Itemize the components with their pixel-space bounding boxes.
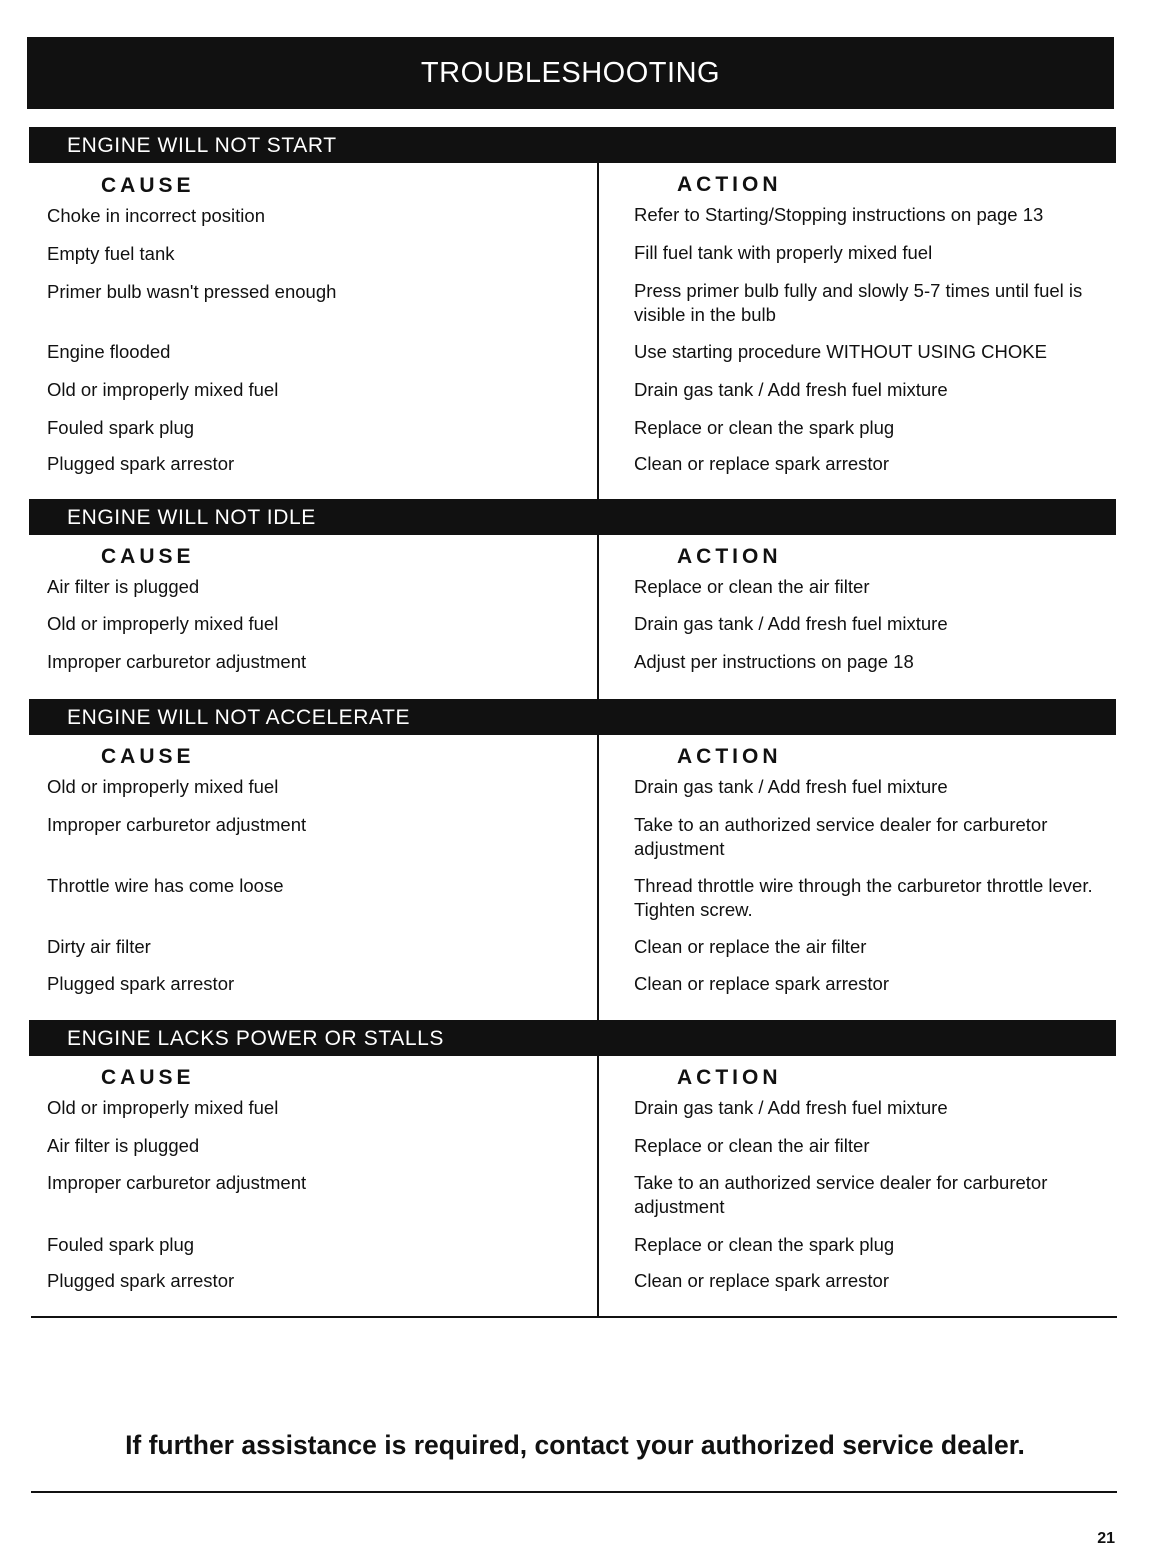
action-text: Clean or replace the air filter bbox=[634, 936, 867, 957]
section-heading: ENGINE LACKS POWER OR STALLS bbox=[29, 1020, 1116, 1056]
cause-text: Empty fuel tank bbox=[47, 243, 175, 264]
action-text: Replace or clean the spark plug bbox=[634, 1234, 895, 1255]
action-text: Clean or replace spark arrestor bbox=[634, 1270, 889, 1291]
action-text: Refer to Starting/Stopping instructions on page 13 bbox=[634, 204, 1044, 225]
cause-text: Plugged spark arrestor bbox=[47, 973, 235, 994]
action-column-heading: ACTION bbox=[677, 1066, 782, 1089]
section-heading: ENGINE WILL NOT IDLE bbox=[29, 499, 1116, 535]
action-text: Press primer bulb fully and slowly 5-7 times until fuel is visible in the bulb bbox=[634, 280, 1083, 325]
action-text: Drain gas tank / Add fresh fuel mixture bbox=[634, 613, 948, 634]
cause-text: Throttle wire has come loose bbox=[47, 875, 284, 896]
cause-text: Engine flooded bbox=[47, 341, 171, 362]
action-text: Adjust per instructions on page 18 bbox=[634, 651, 914, 672]
column-divider bbox=[597, 535, 599, 699]
cause-column-heading: CAUSE bbox=[101, 1066, 195, 1089]
action-text: Fill fuel tank with properly mixed fuel bbox=[634, 242, 933, 263]
cause-text: Old or improperly mixed fuel bbox=[47, 379, 279, 400]
action-text: Clean or replace spark arrestor bbox=[634, 453, 889, 474]
footer-rule bbox=[31, 1491, 1117, 1493]
action-text: Clean or replace spark arrestor bbox=[634, 973, 889, 994]
cause-text: Plugged spark arrestor bbox=[47, 1270, 235, 1291]
cause-text: Improper carburetor adjustment bbox=[47, 1172, 307, 1193]
action-text: Thread throttle wire through the carburetor throttle lever. Tighten screw. bbox=[634, 875, 1093, 920]
cause-text: Fouled spark plug bbox=[47, 417, 195, 438]
action-text: Take to an authorized service dealer for carburetor adjustment bbox=[634, 814, 1048, 859]
cause-text: Primer bulb wasn't pressed enough bbox=[47, 281, 337, 302]
cause-text: Fouled spark plug bbox=[47, 1234, 195, 1255]
table-bottom-rule bbox=[31, 1316, 1117, 1318]
action-column-heading: ACTION bbox=[677, 745, 782, 768]
cause-text: Improper carburetor adjustment bbox=[47, 814, 307, 835]
action-text: Replace or clean the air filter bbox=[634, 1135, 870, 1156]
page-number: 21 bbox=[1097, 1530, 1115, 1547]
cause-column-heading: CAUSE bbox=[101, 174, 195, 197]
action-text: Take to an authorized service dealer for carburetor adjustment bbox=[634, 1172, 1048, 1217]
cause-text: Plugged spark arrestor bbox=[47, 453, 235, 474]
column-divider bbox=[597, 1056, 599, 1316]
assistance-note: If further assistance is required, contact your authorized service dealer. bbox=[125, 1430, 1025, 1460]
cause-text: Old or improperly mixed fuel bbox=[47, 1097, 279, 1118]
cause-text: Old or improperly mixed fuel bbox=[47, 776, 279, 797]
section-heading: ENGINE WILL NOT ACCELERATE bbox=[29, 699, 1116, 735]
cause-text: Choke in incorrect position bbox=[47, 205, 265, 226]
page-title: TROUBLESHOOTING bbox=[27, 37, 1114, 109]
cause-text: Improper carburetor adjustment bbox=[47, 651, 307, 672]
cause-text: Air filter is plugged bbox=[47, 1135, 200, 1156]
cause-column-heading: CAUSE bbox=[101, 745, 195, 768]
action-text: Replace or clean the spark plug bbox=[634, 417, 895, 438]
column-divider bbox=[597, 163, 599, 499]
column-divider bbox=[597, 735, 599, 1021]
action-text: Use starting procedure WITHOUT USING CHOKE bbox=[634, 341, 1047, 362]
action-column-heading: ACTION bbox=[677, 173, 782, 196]
action-text: Drain gas tank / Add fresh fuel mixture bbox=[634, 1097, 948, 1118]
action-text: Drain gas tank / Add fresh fuel mixture bbox=[634, 776, 948, 797]
cause-text: Dirty air filter bbox=[47, 936, 151, 957]
section-heading: ENGINE WILL NOT START bbox=[29, 127, 1116, 163]
cause-text: Old or improperly mixed fuel bbox=[47, 613, 279, 634]
action-column-heading: ACTION bbox=[677, 545, 782, 568]
action-text: Drain gas tank / Add fresh fuel mixture bbox=[634, 379, 948, 400]
cause-text: Air filter is plugged bbox=[47, 576, 200, 597]
cause-column-heading: CAUSE bbox=[101, 545, 195, 568]
action-text: Replace or clean the air filter bbox=[634, 576, 870, 597]
